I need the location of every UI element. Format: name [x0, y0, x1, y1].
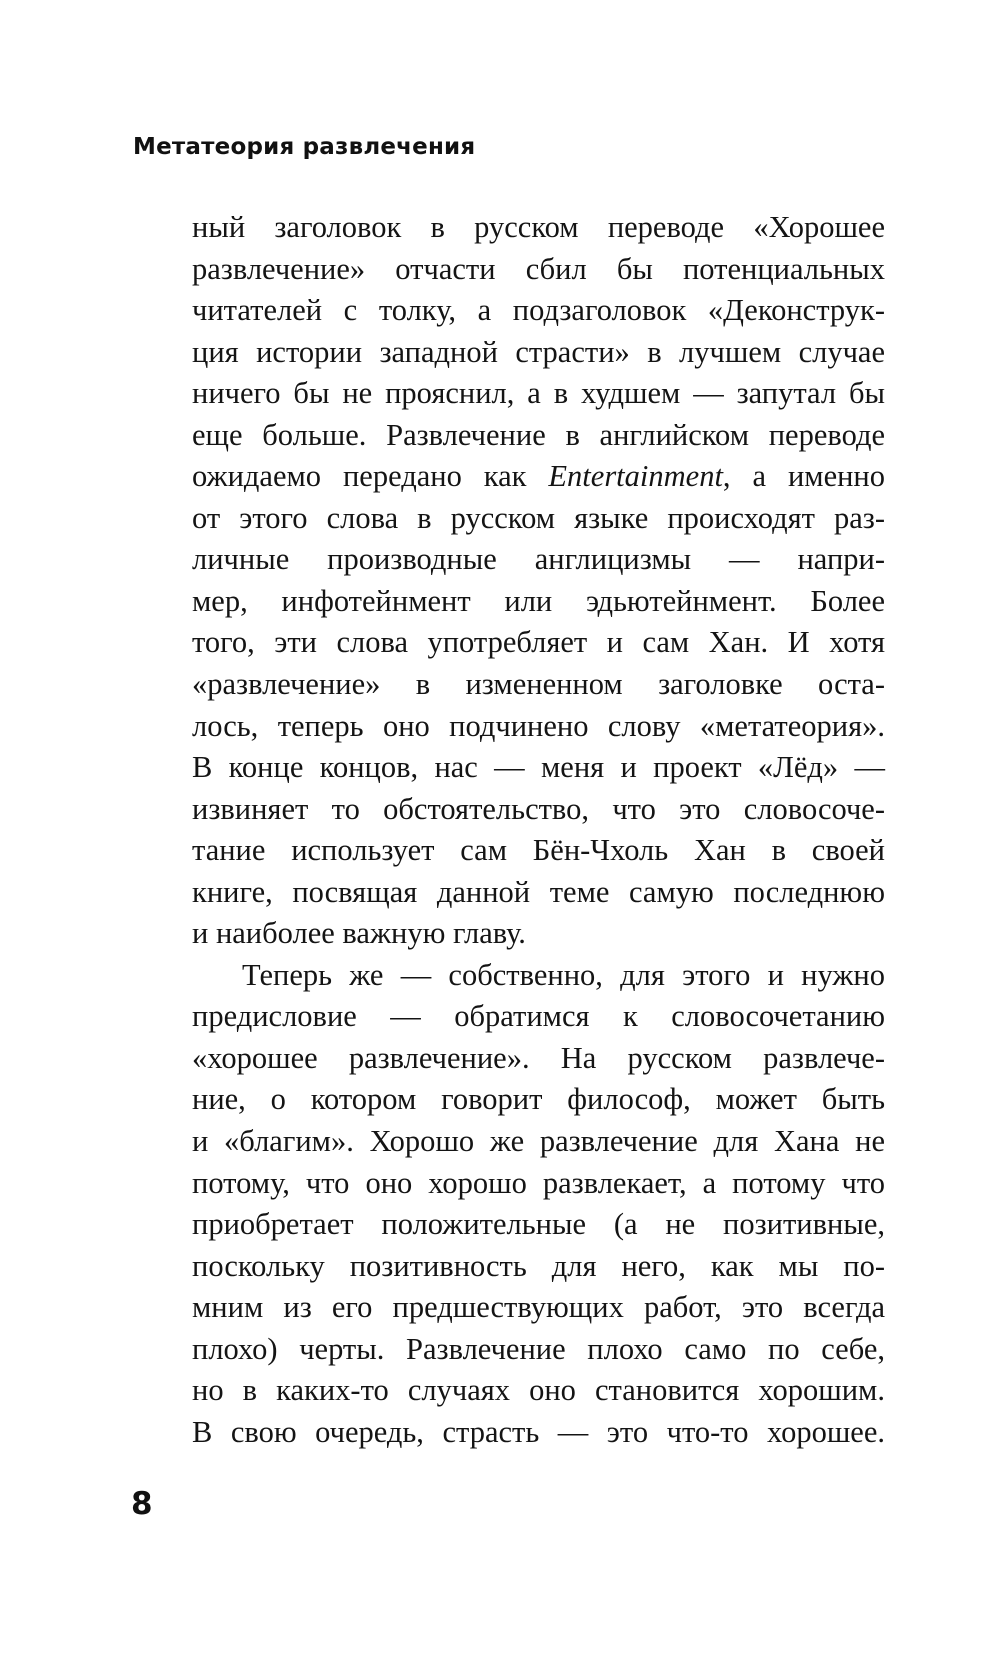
- text-line: поскольку позитивность для него, как мы по-: [192, 1248, 885, 1283]
- text-line: ный заголовок в русском переводе «Хорошее: [192, 210, 885, 244]
- text-line: ние, о котором говорит философ, может быть: [192, 1082, 885, 1117]
- text-line: плохо) черты. Развлечение плохо само по себе,: [192, 1331, 885, 1366]
- text-line: того, эти слова употребляет и сам Хан. И хотя: [192, 625, 885, 660]
- text-line: читателей с толку, а подзаголовок «Деконструк-: [192, 293, 885, 328]
- body-text: [192, 207, 885, 1453]
- text-line: В конце концов, нас — меня и проект «Лёд» —: [192, 750, 885, 785]
- text-line: ожидаемо передано как Entertainment, а именно: [192, 459, 886, 494]
- text-line: предисловие — обратимся к словосочетанию: [192, 999, 885, 1034]
- text-line: приобретает положительные (а не позитивные,: [192, 1207, 885, 1242]
- page-number: 8: [131, 1486, 153, 1522]
- text-line: лось, теперь оно подчинено слову «метатеория».: [192, 708, 885, 743]
- text-line: потому, что оно хорошо развлекает, а потому что: [192, 1165, 885, 1200]
- text-line: В свою очередь, страсть — это что-то хорошее.: [192, 1414, 885, 1449]
- text-line: тание использует сам Бён-Чхоль Хан в своей: [192, 833, 885, 868]
- text-line: книге, посвящая данной теме самую последнюю: [192, 874, 885, 909]
- text-line: ничего бы не прояснил, а в худшем — запутал бы: [192, 376, 885, 411]
- text-line: мним из его предшествующих работ, это всегда: [192, 1290, 885, 1325]
- text-line: развлечение» отчасти сбил бы потенциальных: [192, 251, 885, 286]
- text-line: и «благим». Хорошо же развлечение для Хана не: [192, 1124, 885, 1159]
- text-line: «развлечение» в измененном заголовке оста-: [192, 667, 885, 702]
- text-line: Теперь же — собственно, для этого и нужно: [242, 957, 885, 992]
- text-line: личные производные англицизмы — напри-: [192, 542, 885, 577]
- running-head: Метатеория развлечения: [133, 134, 476, 160]
- text-line: от этого слова в русском языке происходят раз-: [192, 500, 885, 535]
- text-line: извиняет то обстоятельство, что это словосоче-: [192, 791, 885, 826]
- italic-term: Entertainment: [548, 459, 723, 494]
- text-line: ция истории западной страсти» в лучшем случае: [192, 334, 885, 369]
- text-line: и наиболее важную главу.: [192, 916, 526, 951]
- text-line: еще больше. Развлечение в английском переводе: [192, 417, 885, 452]
- text-line: мер, инфотейнмент или эдьютейнмент. Более: [192, 583, 885, 618]
- text-line: «хорошее развлечение». На русском развлече-: [192, 1040, 885, 1075]
- text-line: но в каких-то случаях оно становится хорошим.: [192, 1373, 885, 1408]
